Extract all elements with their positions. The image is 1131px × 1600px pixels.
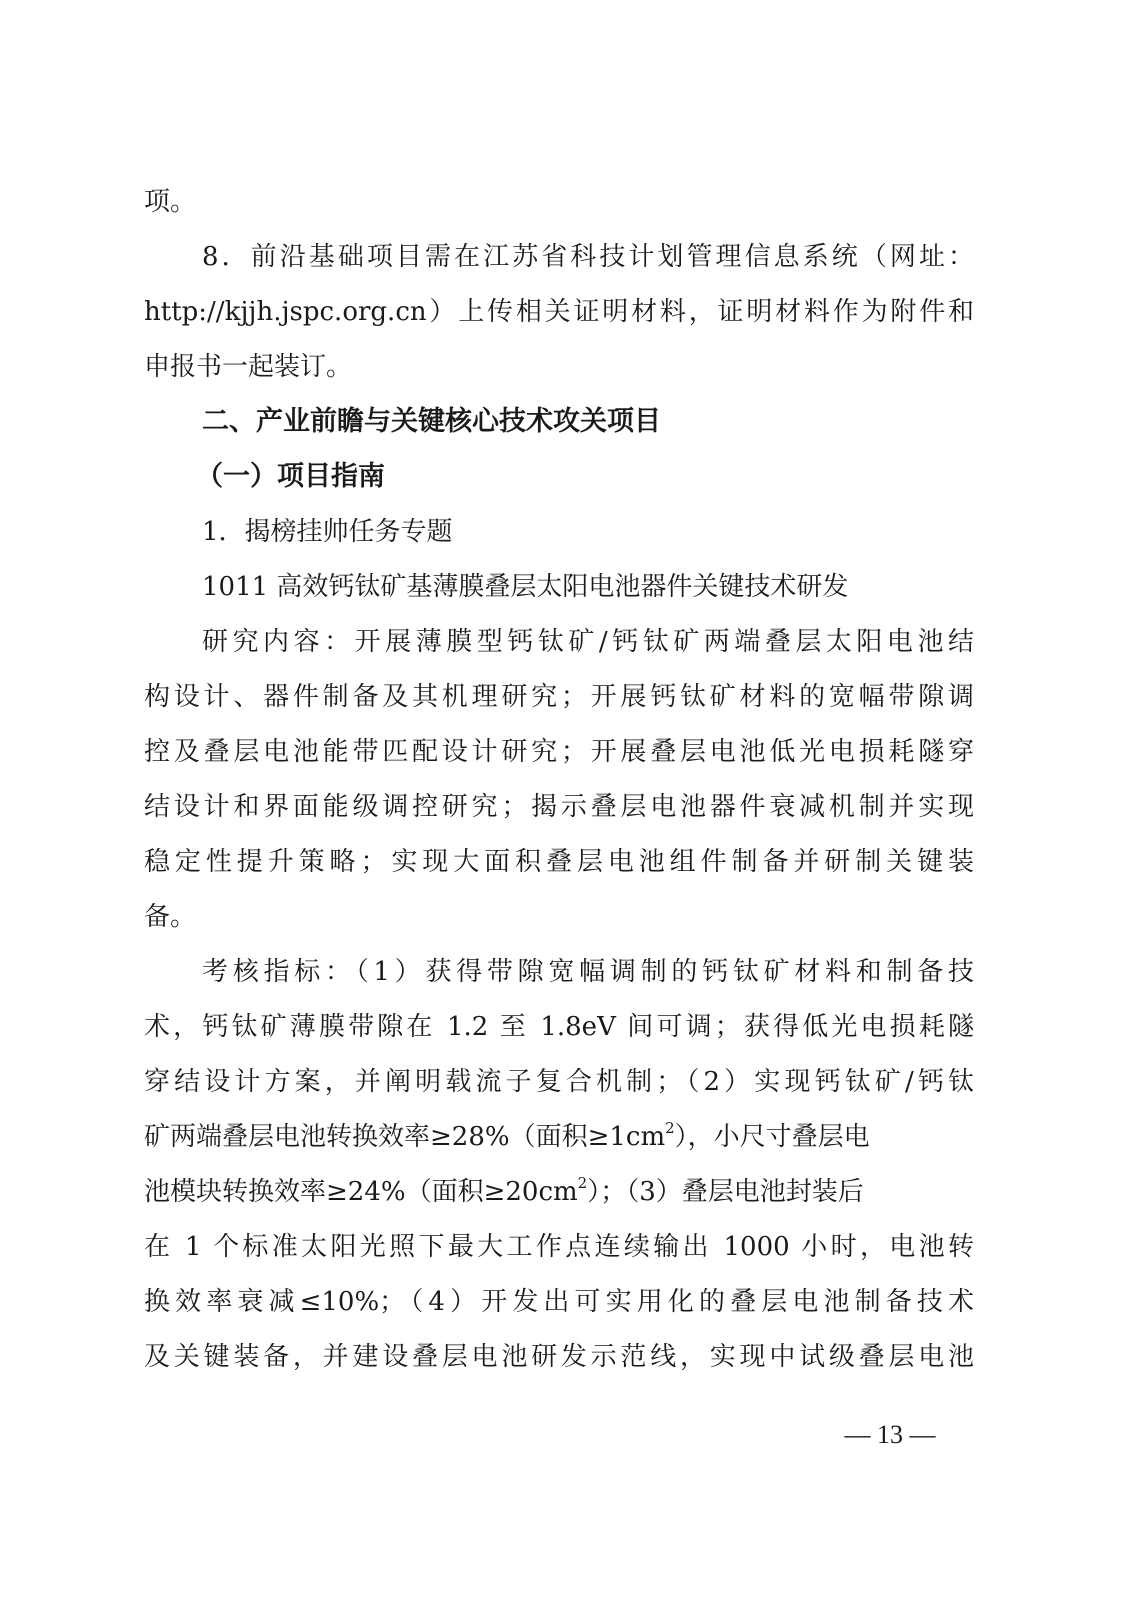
- paragraph-line: 在 1 个标准太阳光照下最大工作点连续输出 1000 小时，电池转: [144, 1232, 974, 1262]
- paragraph-line: [144, 1117, 974, 1157]
- paragraph-line: 控及叠层电池能带匹配设计研究；开展叠层电池低光电损耗隧穿: [144, 737, 974, 767]
- line-segment: ），小尺寸叠层电: [674, 1122, 870, 1152]
- line-segment: 池模块转换效率≥24%（面积≥20cm: [144, 1177, 578, 1207]
- paragraph-line: 申报书一起装订。: [144, 352, 353, 382]
- subsection-heading: （一）项目指南: [196, 461, 385, 492]
- line-segment: ）；（3）叠层电池封装后: [587, 1177, 864, 1207]
- paragraph-line: 穿结设计方案，并阐明载流子复合机制；（2）实现钙钛矿/钙钛: [144, 1067, 974, 1097]
- paragraph-line: 备。: [144, 902, 197, 932]
- paragraph-line: 换效率衰减≤10%；（4）开发出可实用化的叠层电池制备技术: [144, 1287, 974, 1317]
- paragraph-line: 结设计和界面能级调控研究；揭示叠层电池器件衰减机制并实现: [144, 792, 974, 822]
- paragraph-line: http://kjjh.jspc.org.cn）上传相关证明材料，证明材料作为附件和: [144, 297, 974, 327]
- paragraph-line: 项。: [144, 187, 197, 217]
- project-title: 1011 高效钙钛矿基薄膜叠层太阳电池器件关键技术研发: [202, 572, 849, 602]
- paragraph-line: 8．前沿基础项目需在江苏省科技计划管理信息系统（网址：: [202, 242, 974, 272]
- paragraph-line: 及关键装备，并建设叠层电池研发示范线，实现中试级叠层电池: [144, 1342, 974, 1372]
- superscript: 2: [577, 1174, 588, 1193]
- page-number: — 13 —: [844, 1420, 936, 1449]
- paragraph-line: 构设计、器件制备及其机理研究；开展钙钛矿材料的宽幅带隙调: [144, 682, 974, 712]
- paragraph-line: 考核指标：（1）获得带隙宽幅调制的钙钛矿材料和制备技: [202, 957, 974, 987]
- superscript: 2: [665, 1119, 675, 1138]
- paragraph-line: 术，钙钛矿薄膜带隙在 1.2 至 1.8eV 间可调；获得低光电损耗隧: [144, 1012, 974, 1042]
- topic-heading: 1．揭榜挂帅任务专题: [202, 517, 453, 547]
- paragraph-line: 稳定性提升策略；实现大面积叠层电池组件制备并研制关键装: [144, 847, 974, 877]
- paragraph-line: 研究内容：开展薄膜型钙钛矿/钙钛矿两端叠层太阳电池结: [202, 627, 974, 657]
- section-heading: 二、产业前瞻与关键核心技术攻关项目: [202, 406, 661, 437]
- paragraph-line: [144, 1172, 974, 1212]
- line-segment: 矿两端叠层电池转换效率≥28%（面积≥1cm: [144, 1122, 666, 1152]
